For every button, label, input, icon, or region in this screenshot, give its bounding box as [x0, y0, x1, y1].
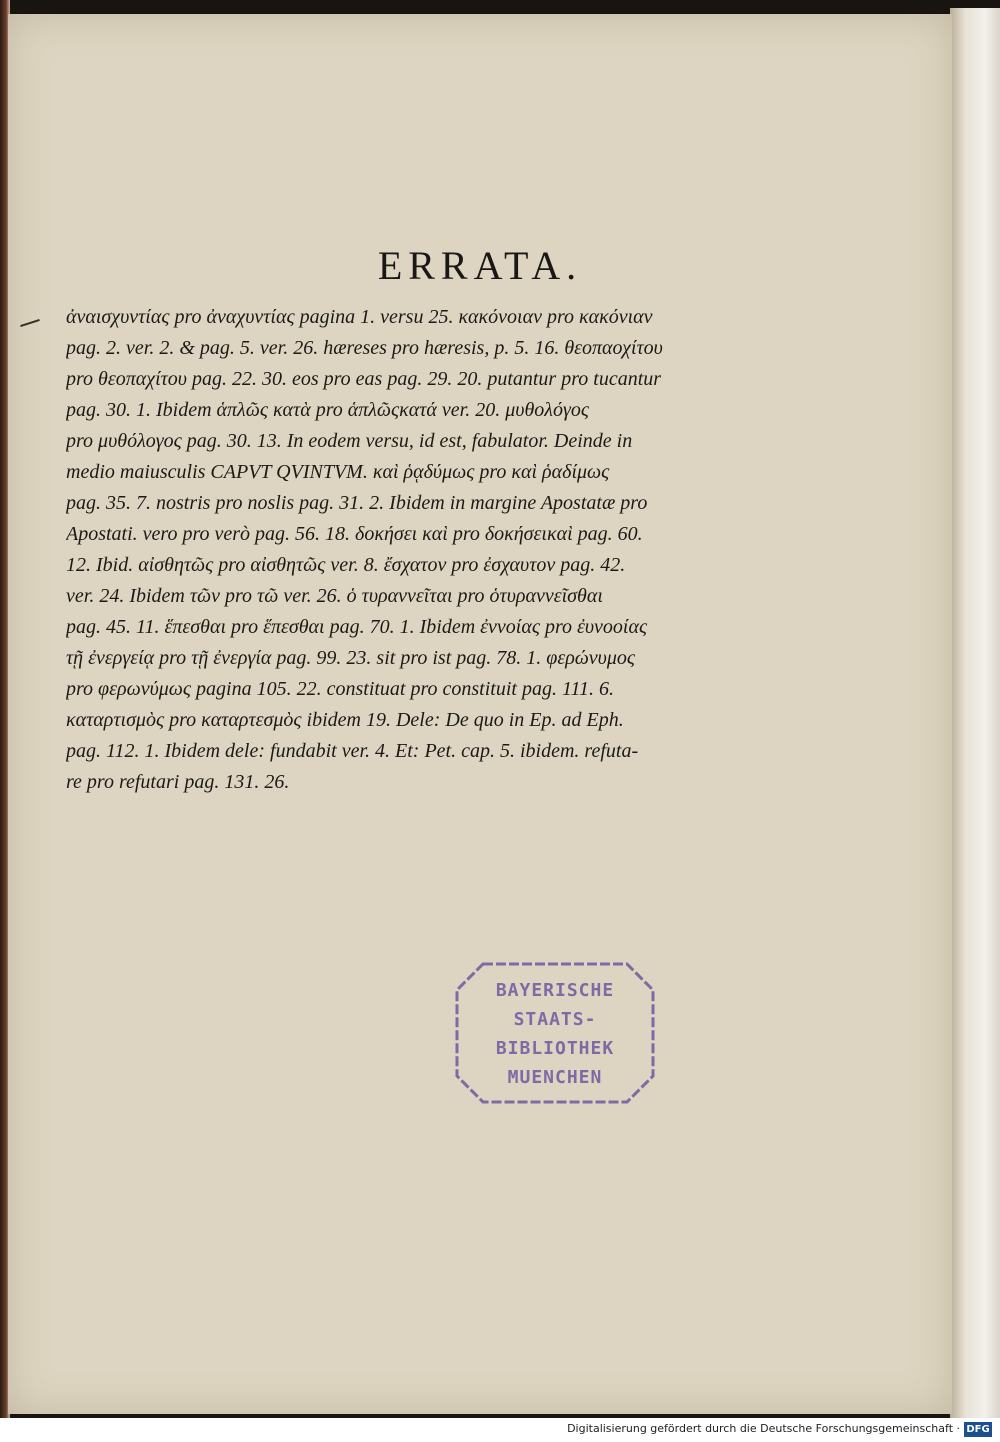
errata-line: pag. 30. 1. Ibidem ἁπλῶς κατὰ pro ἁπλῶςκατά ver. 20. μυθολόγος [66, 399, 589, 421]
stamp-line: BAYERISCHE [495, 980, 615, 1001]
stamp-line: BIBLIOTHEK [495, 1038, 615, 1059]
errata-line: pag. 35. 7. nostris pro noslis pag. 31. 2. Ibidem in margine Apostatæ pro [66, 492, 648, 514]
stamp-line: STAATS- [513, 1009, 597, 1030]
errata-line: τῇ ἐνεργείᾳ pro τῇ ἐνεργία pag. 99. 23. sit pro ist pag. 78. 1. φερώνυμος [66, 647, 635, 669]
errata-line: ver. 24. Ibidem τῶν pro τῶ ver. 26. ὁ τυραννεῖται pro ὁτυραννεῖσθαι [66, 585, 603, 607]
dfg-logo-icon: DFG [964, 1422, 992, 1437]
page-title: ERRATA. [377, 243, 583, 288]
errata-line: medio maiusculis CAPVT QVINTVM. καὶ ῥᾳδύμως pro καὶ ῥαδίμως [66, 461, 610, 483]
errata-line: pag. 112. 1. Ibidem dele: fundabit ver. 4. Et: Pet. cap. 5. ibidem. refuta- [66, 740, 639, 762]
errata-line: pro φερωνύμως pagina 105. 22. constituat pro constituit pag. 111. 6. [66, 678, 614, 700]
funding-credit: Digitalisierung gefördert durch die Deutsche Forschungsgemeinschaft · [567, 1422, 960, 1435]
stamp-line: MUENCHEN [507, 1067, 603, 1088]
errata-line: 12. Ibid. αἰσθητῶς pro αἰσθητῶς ver. 8. ἔσχατον pro ἐσχαυτον pag. 42. [66, 554, 626, 576]
errata-text [66, 302, 782, 798]
page-stack-edge [950, 8, 1000, 1418]
errata-line: re pro refutari pag. 131. 26. [66, 771, 290, 793]
errata-line: καταρτισμὸς pro καταρτεσμὸς ibidem 19. Dele: De quo in Ep. ad Eph. [66, 709, 624, 731]
errata-line: pro θεοπαχίτου pag. 22. 30. eos pro eas pag. 29. 20. putantur pro tucantur [66, 368, 662, 390]
errata-line: pro μυθόλογος pag. 30. 13. In eodem versu, id est, fabulator. Deinde in [66, 430, 633, 452]
footer-bar [0, 1418, 1000, 1442]
errata-line: pag. 45. 11. ἕπεσθαι pro ἕπεσθαι pag. 70. 1. Ibidem ἐννοίας pro ἐυνοοίας [66, 616, 648, 638]
errata-line: Apostati. vero pro verò pag. 56. 18. δοκήσει καὶ pro δοκήσεικαὶ pag. 60. [66, 523, 643, 545]
errata-line: ἀναισχυντίας pro ἀναχυντίας pagina 1. versu 25. κακόνοιαν pro κακόνιαν [66, 306, 653, 328]
book-page [8, 14, 952, 1414]
errata-line: pag. 2. ver. 2. & pag. 5. ver. 26. hæreses pro hæresis, p. 5. 16. θεοπαοχίτου [66, 337, 663, 359]
margin-pen-mark [20, 319, 40, 327]
library-stamp [453, 960, 657, 1106]
